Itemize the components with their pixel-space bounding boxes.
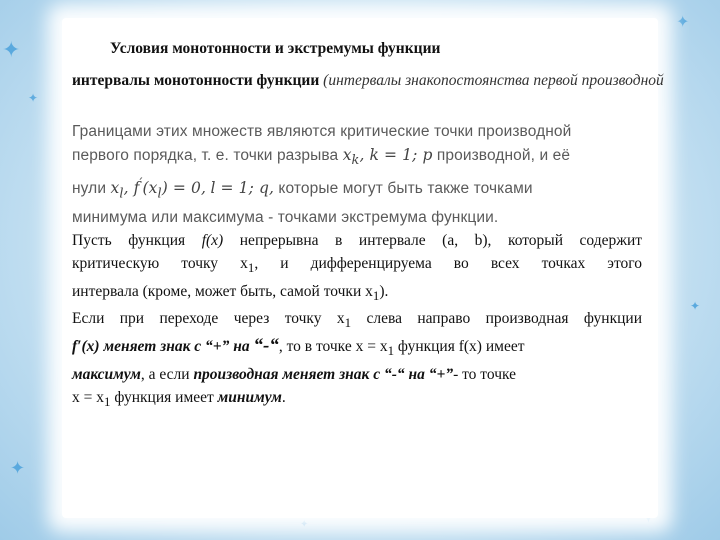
emphasis-text: максимум (72, 365, 141, 383)
slide-title: Условия монотонности и экстремумы функции (110, 40, 441, 57)
math-expr: l = 1; q, (210, 179, 275, 198)
para-line (72, 307, 642, 334)
math-var: x (342, 145, 352, 164)
math-expr: , f (123, 179, 140, 198)
text-fragment: производной, и её (432, 146, 571, 164)
para-line (72, 252, 642, 279)
text-fragment: x = x (72, 389, 104, 407)
math-expr: f(x) (201, 232, 224, 249)
text-fragment: первого порядка, т. е. точки разрыва (72, 146, 339, 164)
emphasis-text: “-“ (253, 335, 279, 357)
text-fragment: функция f(x) имеет (394, 338, 525, 356)
text-fragment: функция имеет (110, 389, 218, 407)
sparkle-icon: ✦ (300, 519, 309, 530)
math-sub: 1 (387, 343, 395, 359)
text-fragment: ). (379, 282, 389, 300)
text-fragment: Пусть функция (72, 232, 186, 249)
para-line (72, 280, 642, 307)
sparkle-icon: ✦ (690, 299, 701, 313)
math-expr: ) = 0, (161, 179, 207, 198)
math-sub: l (157, 186, 162, 202)
image-text-line (72, 144, 620, 173)
emphasis-text: производная меняет знак с “-“ на “+” (193, 365, 454, 383)
subtitle-bold: интервалы монотонности функции (72, 72, 320, 89)
text-fragment: критическую точку x (72, 255, 248, 273)
math-var: x (110, 179, 120, 198)
sparkle-icon: ✦ (2, 38, 21, 63)
text-fragment: - то точке (453, 365, 517, 383)
math-expr: (x (142, 179, 158, 198)
text-fragment: которые могут быть также точками (274, 180, 533, 198)
text-fragment: . (281, 389, 286, 407)
emphasis-text: минимум (217, 389, 282, 407)
math-sub: k (351, 152, 360, 168)
image-text-line: Границами этих множеств являются критические точки производной (72, 123, 572, 140)
sparkle-icon: ✦ (676, 12, 690, 31)
text-fragment: , а если (140, 365, 194, 383)
sparkle-icon: ✦ (10, 458, 26, 479)
subtitle-italic: (интервалы знакопостоянства первой производной (323, 72, 664, 89)
math-sub: 1 (247, 260, 255, 276)
text-fragment: , то в точке x = x (278, 338, 388, 356)
para-line (72, 386, 642, 413)
text-fragment: непрерывна в интервале (a, b), который содержит (239, 232, 643, 249)
math-sup: ′ (139, 176, 143, 192)
body-paragraph (72, 229, 642, 414)
para-line (72, 363, 642, 386)
text-fragment: интервала (кроме, может быть, самой точки x (72, 282, 373, 300)
math-sub: 1 (344, 315, 352, 331)
math-sub: 1 (372, 287, 380, 303)
text-fragment: нули (72, 180, 107, 198)
image-text-line (72, 172, 620, 206)
text-fragment: Если при переходе через точку x (72, 310, 345, 328)
para-line (72, 229, 642, 252)
para-line (72, 334, 642, 362)
math-expr: , k = 1; p (359, 145, 433, 164)
formula-text-block (72, 120, 620, 229)
emphasis-text: f′(x) меняет знак с “+” на (72, 338, 250, 356)
math-sub: 1 (104, 394, 111, 410)
text-fragment: слева направо производная функции (351, 310, 643, 328)
math-sub: l (119, 186, 124, 202)
image-text-line: минимума или максимума - точками экстремума функции. (72, 208, 499, 226)
text-fragment: , и дифференцируема во всех точках этого (254, 255, 643, 273)
slide-subtitle (72, 70, 682, 92)
sparkle-icon: ✦ (28, 91, 39, 105)
